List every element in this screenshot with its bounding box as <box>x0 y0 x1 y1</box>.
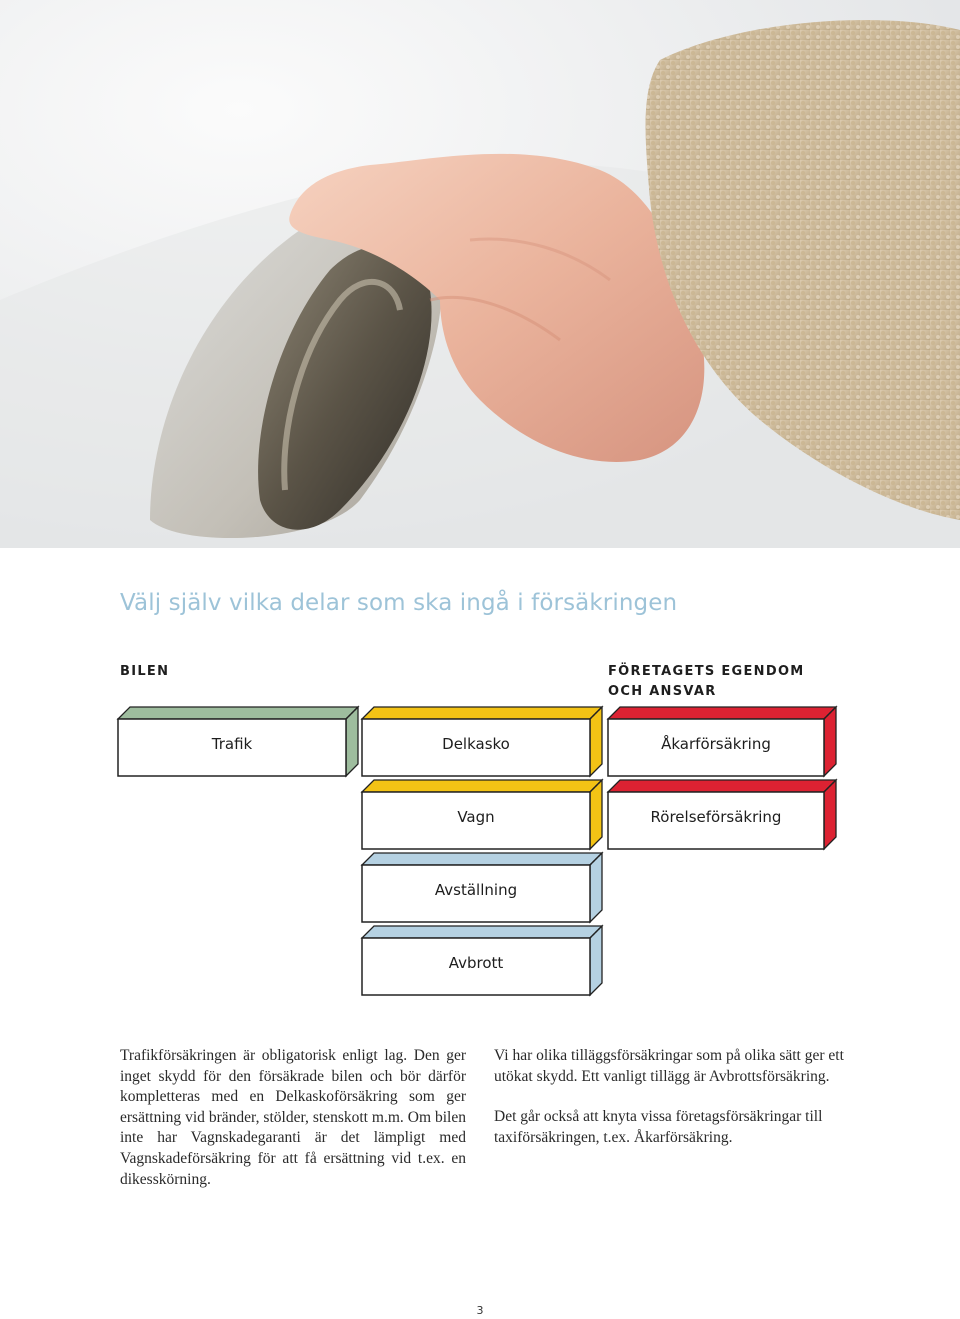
box-avbrott <box>362 926 590 983</box>
column-heading-right-line2: OCH ANSVAR <box>608 684 717 699</box>
box-vagn-label: Vagn <box>457 808 495 826</box>
box-trafik-label: Trafik <box>211 735 253 753</box>
box-avstallning <box>362 853 590 910</box>
box-delkasko <box>362 707 590 764</box>
photo-illustration <box>0 0 960 548</box>
box-delkasko-label: Delkasko <box>442 735 510 753</box>
box-avstallning-label: Avställning <box>434 881 518 899</box>
column-heading-right-line1: FÖRETAGETS EGENDOM <box>608 664 805 679</box>
page-title: Välj själv vilka delar som ska ingå i försäkringen <box>120 590 678 616</box>
box-trafik <box>118 707 346 764</box>
box-rorelseforsakring-label: Rörelseförsäkring <box>650 808 782 826</box>
column-heading-bilen <box>120 662 169 682</box>
page-number: 3 <box>476 1304 484 1317</box>
box-vagn <box>362 780 590 837</box>
column-heading-left-text: BILEN <box>120 664 170 679</box>
box-avbrott-label: Avbrott <box>448 954 504 972</box>
box-akarforsakring-label: Åkarförsäkring <box>661 735 771 753</box>
box-rorelseforsakring <box>608 780 836 837</box>
body-right-paragraph-2: Det går också att knyta vissa företagsförsäkringar till taxiförsäkringen, t.ex. Åkarförsäkring. <box>494 1108 823 1146</box>
box-akarforsakring <box>608 707 836 764</box>
body-text-left <box>120 1046 466 1210</box>
body-text-right <box>494 1046 844 1168</box>
body-left-paragraph: Trafikförsäkringen är obligatorisk enligt lag. Den ger inget skydd för den försäkrade bilen och bör därför kompletteras med en Delkaskoförsäkring som ger ersättning vid bränder, stölder, stenskott m.m. Om bilen inte har Vagnskadegaranti är det lämpligt med Vagnskadeförsäkring för att få ersättning vid t.ex. en dikesskörning. <box>120 1047 466 1188</box>
cover-photo <box>0 0 960 548</box>
column-heading-foretagets-egendom <box>608 662 805 702</box>
body-right-paragraph-1: Vi har olika tilläggsförsäkringar som på olika sätt ger ett utökat skydd. Ett vanligt tillägg är Avbrottsförsäkring. <box>494 1047 844 1085</box>
